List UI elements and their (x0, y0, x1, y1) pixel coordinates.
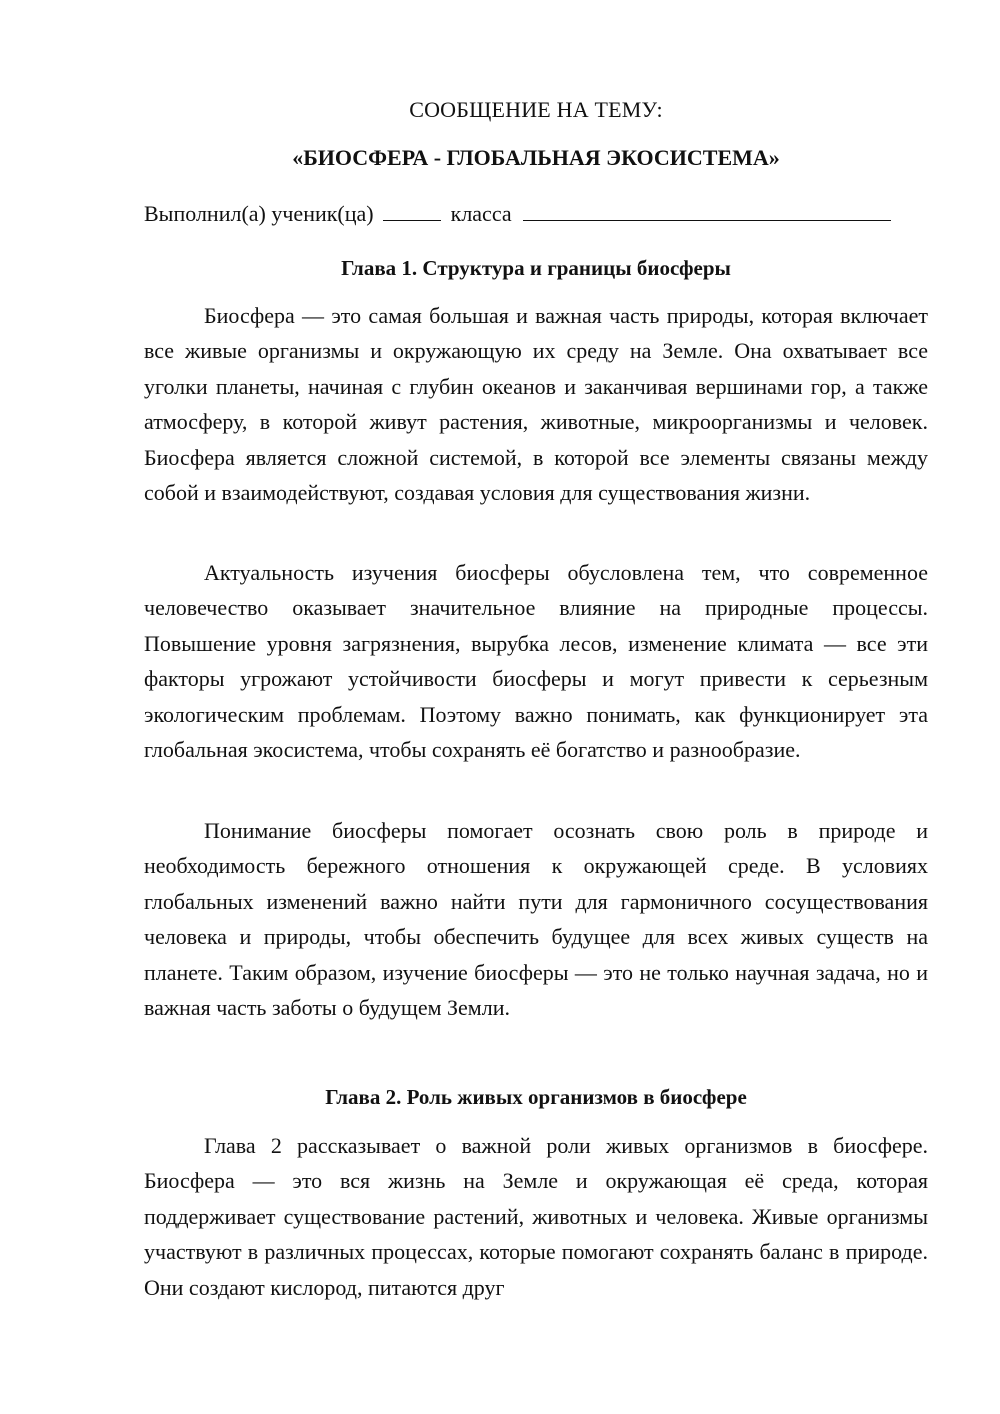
chapter1-paragraph: Биосфера — это самая большая и важная часть природы, которая включает все живые организмы и окружающую их среду на Земле. Она охватывает все уголки планеты, начиная с глубин океанов и заканчивая вершинами гор, а также атмосферу, в которой живут растения, животные, микроорганизмы и человек. Биосфера является сложной системой, в которой все элементы связаны между собой и взаимодействуют, создавая условия для существования жизни. (144, 303, 928, 506)
class-number-blank (383, 196, 441, 221)
chapter1-paragraph: Понимание биосферы помогает осознать свою роль в природе и необходимость бережного отношения к окружающей среде. В условиях глобальных изменений важно найти пути для гармоничного сосуществования человека и природы, чтобы обеспечить будущее для всех живых существ на планете. Таким образом, изучение биосферы — это не только научная задача, но и важная часть заботы о будущем Земли. (144, 818, 928, 1021)
chapter2-paragraph: Глава 2 рассказывает о важной роли живых организмов в биосфере. Биосфера — это вся жизнь на Земле и окружающая её среда, которая поддерживает существование растений, животных и человека. Живые организмы участвуют в различных процессах, которые помогают сохранять баланс в природе. Они создают кислород, питаются друг (144, 1133, 928, 1300)
chapter2-heading: Глава 2. Роль живых организмов в биосфере (325, 1085, 747, 1109)
student-name-blank (523, 196, 891, 221)
chapter1-heading: Глава 1. Структура и границы биосферы (341, 256, 731, 280)
student-info-line (144, 196, 928, 230)
class-label: класса (450, 201, 512, 226)
student-prefix-label: Выполнил(а) ученик(ца) (144, 201, 374, 226)
chapter1-paragraph: Актуальность изучения биосферы обусловлена тем, что современное человечество оказывает значительное влияние на природные процессы. Повышение уровня загрязнения, вырубка лесов, изменение климата — все эти факторы угрожают устойчивости биосферы и могут привести к серьезным экологическим проблемам. Поэтому важно понимать, как функционирует эта глобальная экосистема, чтобы сохранять её богатство и разнообразие. (144, 560, 928, 763)
document-title-line1: СООБЩЕНИЕ НА ТЕМУ: (409, 97, 663, 122)
document-title-line2: «БИОСФЕРА - ГЛОБАЛЬНАЯ ЭКОСИСТЕМА» (292, 145, 780, 170)
